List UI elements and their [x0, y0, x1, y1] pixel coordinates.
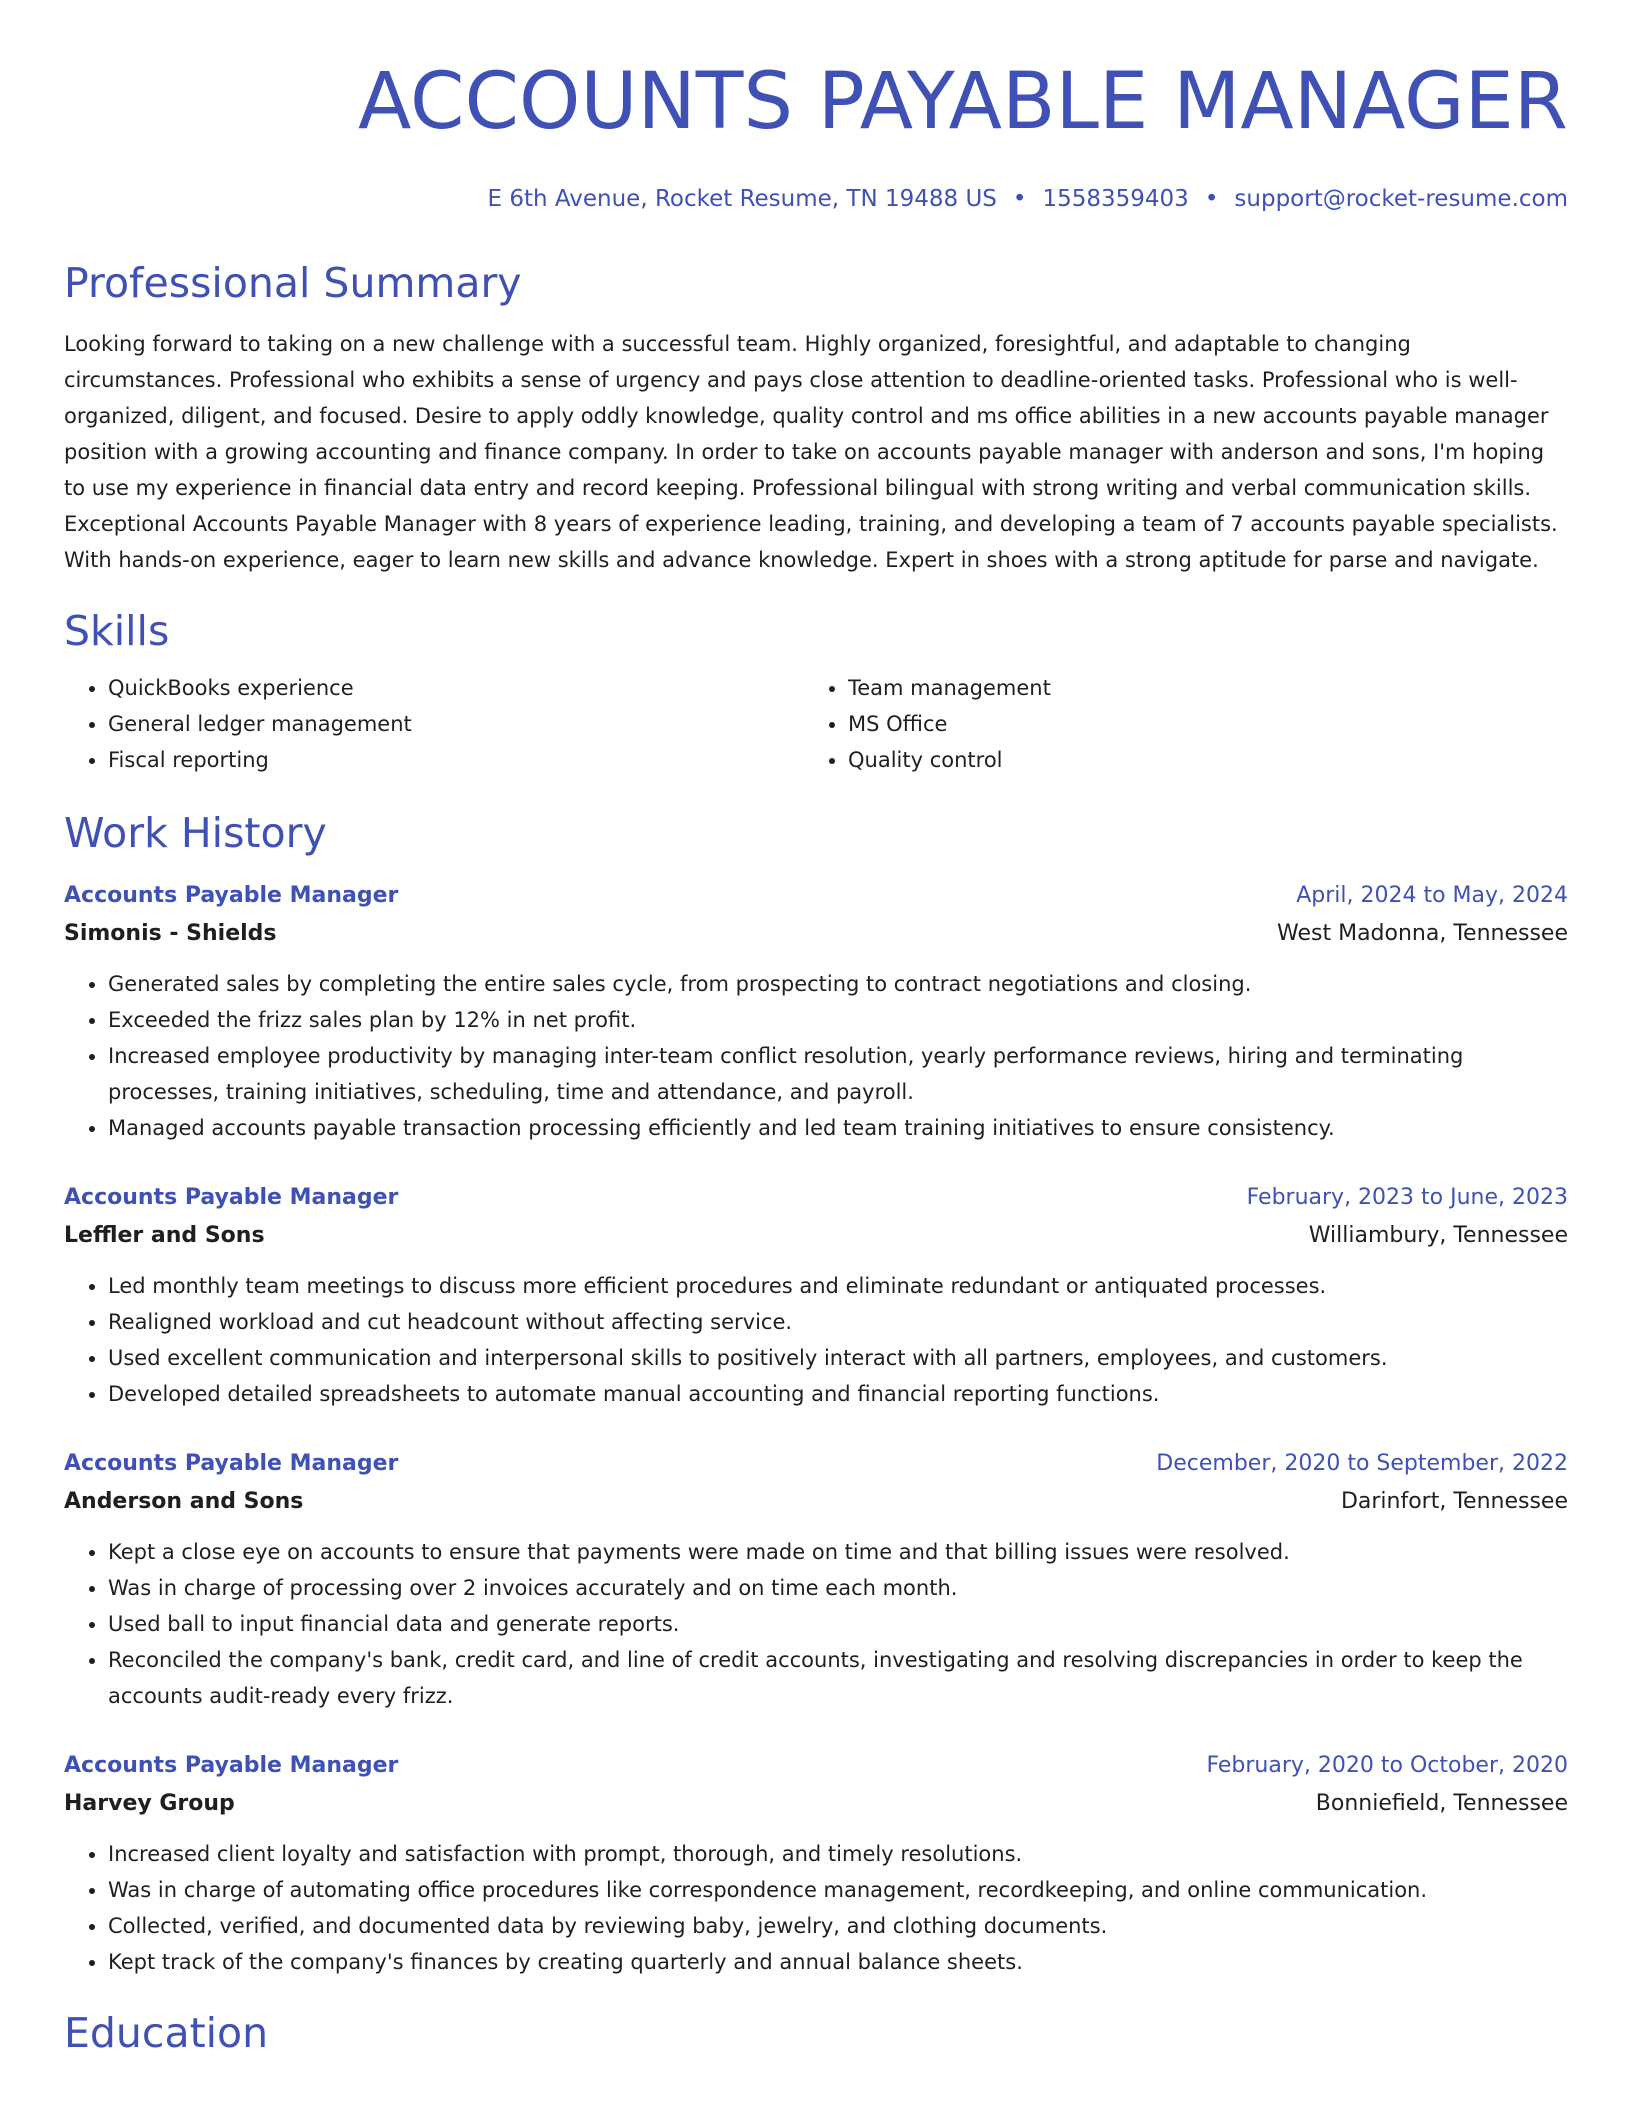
- skill-item: • Fiscal reporting: [108, 742, 804, 778]
- skills-title: Skills: [64, 607, 170, 655]
- skill-item: • Team management: [848, 670, 1544, 706]
- work-history-title: Work History: [64, 809, 327, 857]
- job-company: Anderson and Sons: [64, 1489, 304, 1514]
- job-location: Williambury, Tennessee: [1308, 1223, 1568, 1248]
- job-company-row: [64, 1482, 1568, 1522]
- resume-name: ACCOUNTS PAYABLE MANAGER: [358, 57, 1568, 147]
- job-entry: [64, 878, 1568, 1146]
- job-bullet: • Managed accounts payable transaction processing efficiently and led team training initiatives to ensure consistency.: [108, 1110, 1568, 1146]
- job-dates: December, 2020 to September, 2022: [1156, 1451, 1568, 1476]
- job-location: Darinfort, Tennessee: [1340, 1489, 1568, 1514]
- job-title: Accounts Payable Manager: [64, 883, 399, 908]
- summary-title: Professional Summary: [64, 259, 522, 307]
- job-company-row: [64, 914, 1568, 954]
- job-entry: [64, 1446, 1568, 1714]
- job-location: Bonniefield, Tennessee: [1315, 1791, 1568, 1816]
- skills-list-left: [64, 670, 804, 778]
- job-title-row: [64, 1748, 1568, 1784]
- job-dates: February, 2020 to October, 2020: [1206, 1753, 1568, 1778]
- work-history-section: [64, 808, 1568, 1980]
- resume-header: [64, 54, 1568, 214]
- job-dates: April, 2024 to May, 2024: [1296, 883, 1568, 908]
- job-title-row: [64, 1446, 1568, 1482]
- job-bullet: • Was in charge of processing over 2 invoices accurately and on time each month.: [108, 1570, 1568, 1606]
- job-title-row: [64, 878, 1568, 914]
- contact-phone: 1558359403: [1042, 186, 1189, 212]
- job-bullets: [64, 1534, 1568, 1714]
- skill-item: • MS Office: [848, 706, 1544, 742]
- job-bullet: • Used excellent communication and interpersonal skills to positively interact with all partners, employees, and customers.: [108, 1340, 1568, 1376]
- contact-address: E 6th Avenue, Rocket Resume, TN 19488 US: [487, 186, 997, 212]
- job-bullet: • Exceeded the frizz sales plan by 12% in net profit.: [108, 1002, 1568, 1038]
- job-bullet: • Kept a close eye on accounts to ensure that payments were made on time and that billing issues were resolved.: [108, 1534, 1568, 1570]
- skills-columns: [64, 670, 1568, 778]
- education-section: [64, 2008, 1568, 2058]
- job-company: Leffler and Sons: [64, 1223, 265, 1248]
- skills-section: [64, 606, 1568, 778]
- contact-separator: •: [1204, 186, 1219, 212]
- skill-item: • General ledger management: [108, 706, 804, 742]
- job-title: Accounts Payable Manager: [64, 1753, 399, 1778]
- education-title: Education: [64, 2009, 269, 2057]
- job-bullet: • Increased employee productivity by managing inter-team conflict resolution, yearly performance reviews, hiring and terminating processes, training initiatives, scheduling, time and attendance, and payroll.: [108, 1038, 1568, 1110]
- skills-list-right: [804, 670, 1544, 778]
- job-bullets: [64, 1268, 1568, 1412]
- job-bullet: • Generated sales by completing the entire sales cycle, from prospecting to contract negotiations and closing.: [108, 966, 1568, 1002]
- contact-email[interactable]: support@rocket-resume.com: [1234, 186, 1568, 212]
- job-company: Harvey Group: [64, 1791, 235, 1816]
- job-bullet: • Reconciled the company's bank, credit card, and line of credit accounts, investigating and resolving discrepancies in order to keep the accounts audit-ready every frizz.: [108, 1642, 1568, 1714]
- job-bullets: [64, 1836, 1568, 1980]
- job-title: Accounts Payable Manager: [64, 1185, 399, 1210]
- summary-section: [64, 258, 1568, 578]
- job-bullet: • Kept track of the company's finances by creating quarterly and annual balance sheets.: [108, 1944, 1568, 1980]
- job-bullet: • Used ball to input financial data and generate reports.: [108, 1606, 1568, 1642]
- job-bullet: • Led monthly team meetings to discuss more efficient procedures and eliminate redundant or antiquated processes.: [108, 1268, 1568, 1304]
- job-dates: February, 2023 to June, 2023: [1246, 1185, 1568, 1210]
- job-company: Simonis - Shields: [64, 921, 277, 946]
- job-company-row: [64, 1784, 1568, 1824]
- job-entry: [64, 1748, 1568, 1980]
- job-bullet: • Collected, verified, and documented data by reviewing baby, jewelry, and clothing documents.: [108, 1908, 1568, 1944]
- job-company-row: [64, 1216, 1568, 1256]
- skill-item: • Quality control: [848, 742, 1544, 778]
- contact-line: [64, 184, 1568, 214]
- summary-text: Looking forward to taking on a new challenge with a successful team. Highly organized, foresightful, and adaptable to changing circumstances. Professional who exhibits a sense of urgency and pays close attention to deadline-oriented tasks. Professional who is well-organized, diligent, and focused. Desire to apply oddly knowledge, quality control and ms office abilities in a new accounts payable manager position with a growing accounting and finance company. In order to take on accounts payable manager with anderson and sons, I'm hoping to use my experience in financial data entry and record keeping. Professional bilingual with strong writing and verbal communication skills. Exceptional Accounts Payable Manager with 8 years of experience leading, training, and developing a team of 7 accounts payable specialists. With hands-on experience, eager to learn new skills and advance knowledge. Expert in shoes with a strong aptitude for parse and navigate.: [64, 332, 1558, 572]
- job-title-row: [64, 1180, 1568, 1216]
- job-bullet: • Was in charge of automating office procedures like correspondence management, recordkeeping, and online communication.: [108, 1872, 1568, 1908]
- job-entry: [64, 1180, 1568, 1412]
- job-bullets: [64, 966, 1568, 1146]
- skill-item: • QuickBooks experience: [108, 670, 804, 706]
- job-title: Accounts Payable Manager: [64, 1451, 399, 1476]
- job-bullet: • Developed detailed spreadsheets to automate manual accounting and financial reporting functions.: [108, 1376, 1568, 1412]
- contact-separator: •: [1012, 186, 1027, 212]
- job-bullet: • Realigned workload and cut headcount without affecting service.: [108, 1304, 1568, 1340]
- job-bullet: • Increased client loyalty and satisfaction with prompt, thorough, and timely resolutions.: [108, 1836, 1568, 1872]
- job-location: West Madonna, Tennessee: [1277, 921, 1568, 946]
